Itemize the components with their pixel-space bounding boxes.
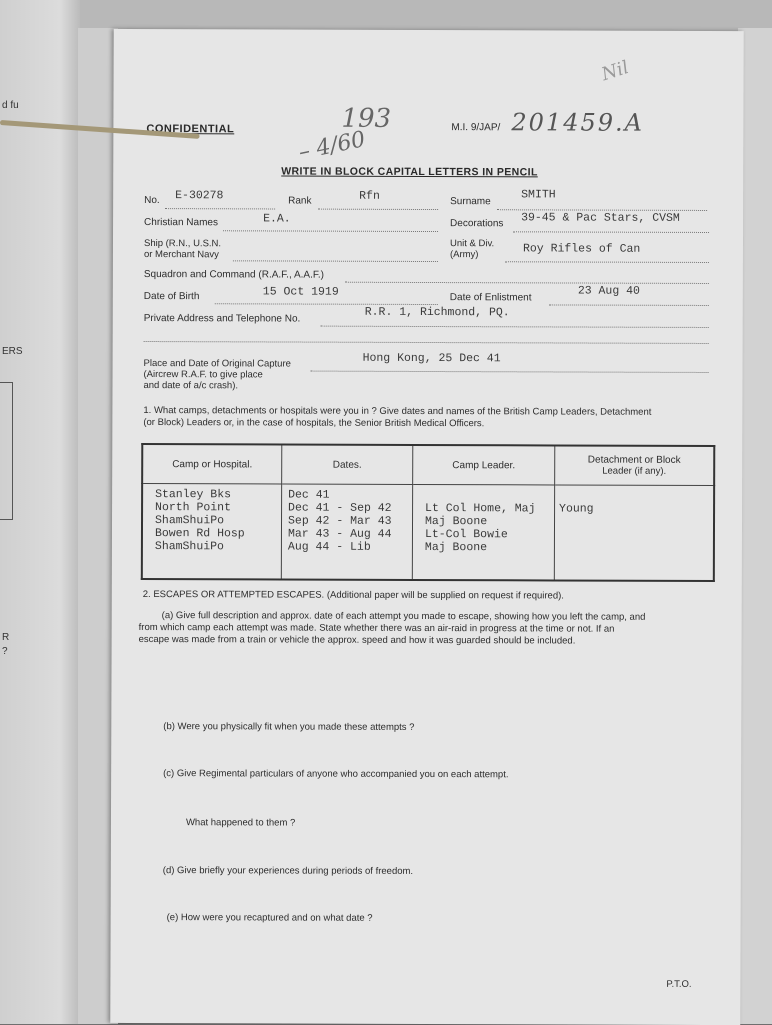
detachment-column [554,485,714,581]
capture-label: (Aircrew R.A.F. to give place [143,369,263,381]
dates-column [281,484,412,580]
camps-table [141,443,715,582]
squadron-label: Squadron and Command (R.A.F., A.A.F.) [143,269,324,281]
leader-entry: Lt Col Home, Maj [425,501,536,516]
header-detachment-line: Detachment or Block [587,454,681,466]
dotted-line [549,304,709,306]
side-text: d fu [2,100,19,111]
question-2e-text: (e) How were you recaptured and on what date ? [166,912,373,924]
handwritten-note: 193 [341,103,392,134]
confidential-label: CONFIDENTIAL [146,123,235,136]
header-detachment-line: Leader (if any). [602,465,667,477]
header-camp-leader: Camp Leader. [413,445,555,485]
dotted-line [321,326,709,328]
question-2-heading: 2. ESCAPES OR ATTEMPTED ESCAPES. (Additional paper will be supplied on request if required). [142,589,564,602]
header-camp: Camp or Hospital. [142,444,282,484]
ship-label: or Merchant Navy [143,249,219,261]
camp-entry: ShamShuiPo [154,540,224,554]
leader-entry: Lt-Col Bowie [424,527,508,542]
camp-entry: Stanley Bks [155,488,232,502]
handwritten-note: – 4/60 [296,127,368,166]
dotted-line [311,371,709,373]
dotted-line [223,230,438,232]
question-1-text: 1. What camps, detachments or hospitals were you in ? Give dates and names of the British Camp Leaders, Detachment [143,405,652,418]
service-number-value: E-30278 [175,189,224,203]
decorations-label: Decorations [450,218,504,230]
interrogation-form-page [110,29,743,1025]
surname-label: Surname [450,196,491,208]
corner-note: Nil [599,56,632,86]
dotted-line [165,208,275,209]
dotted-line [505,261,709,263]
camp-entry: North Point [155,501,232,515]
dotted-line [233,260,438,262]
detachment-entry [559,489,713,503]
date-entry: Mar 43 - Aug 44 [287,527,392,541]
question-2b-text: (b) Were you physically fit when you made these attempts ? [163,721,415,733]
mi-ref-label: M.I. 9/JAP/ [451,122,501,134]
question-2c-text: (c) Give Regimental particulars of anyone who accompanied you on each attempt. [163,768,509,781]
christian-names-value: E.A. [263,212,291,226]
christian-names-label: Christian Names [144,217,219,229]
ship-label: Ship (R.N., U.S.N. [143,238,222,250]
question-1-text: (or Block) Leaders or, in the case of hospitals, the Senior British Medical Officers. [143,417,485,430]
address-label: Private Address and Telephone No. [143,313,301,325]
mi-ref-number: 201459.A [511,108,645,137]
question-2d-text: (d) Give briefly your experiences during periods of freedom. [162,865,414,877]
rank-value: Rfn [359,189,380,203]
surname-value: SMITH [521,188,556,202]
side-text: R [2,632,10,643]
rank-label: Rank [288,195,312,207]
dotted-line [345,282,709,284]
camp-column [142,484,282,580]
dotted-line [144,341,709,344]
leader-column [412,484,554,580]
capture-label: Place and Date of Original Capture [143,358,291,370]
dotted-line [318,209,438,210]
leader-entry: Maj Boone [424,514,488,529]
side-text: ERS [2,346,23,357]
date-entry: Dec 41 - Sep 42 [288,501,392,515]
address-value: R.R. 1, Richmond, PQ. [364,305,510,320]
dob-value: 15 Oct 1919 [262,285,339,299]
side-text: ? [2,646,8,657]
enlistment-value: 23 Aug 40 [577,284,640,298]
question-2c-followup: What happened to them ? [185,817,296,829]
date-entry: Sep 42 - Mar 43 [287,514,392,528]
no-label: No. [144,195,160,207]
dotted-line [215,303,438,305]
table-body-row [142,484,714,581]
pto-label: P.T.O. [666,978,692,990]
dotted-line [513,231,709,233]
camp-entry: ShamShuiPo [154,514,225,528]
pencil-instruction: WRITE IN BLOCK CAPITAL LETTERS IN PENCIL [281,165,538,179]
date-entry: Aug 44 - Lib [287,540,371,554]
enlistment-label: Date of Enlistment [449,292,532,304]
unit-value: Roy Rifles of Can [522,242,641,256]
decorations-value: 39-45 & Pac Stars, CVSM [521,211,680,225]
question-2a-text: (a) Give full description and approx. date of each attempt you made to escape, showing how you left the camp, and [161,610,646,623]
camp-entry: Bowen Rd Hosp [154,527,245,541]
dob-label: Date of Birth [143,291,200,303]
detachment-entry: Young [559,502,594,516]
question-2a-text: from which camp each attempt was made. State whether there was an air-raid in progress at the time or not. If an [138,621,615,635]
unit-label: Unit & Div. [449,238,495,250]
leader-entry: Maj Boone [424,540,488,555]
capture-value: Hong Kong, 25 Dec 41 [362,351,501,366]
table-header-row [142,444,714,485]
header-dates: Dates. [282,444,413,484]
question-2a-text: escape was made from a train or vehicle the approx. speed and how it was guarded should be included. [138,633,576,647]
unit-label: (Army) [449,249,479,261]
capture-label: and date of a/c crash). [143,380,239,392]
side-box [0,382,13,520]
header-detachment [555,445,715,485]
leader-entry [425,489,554,502]
date-entry: Dec 41 [288,488,330,502]
